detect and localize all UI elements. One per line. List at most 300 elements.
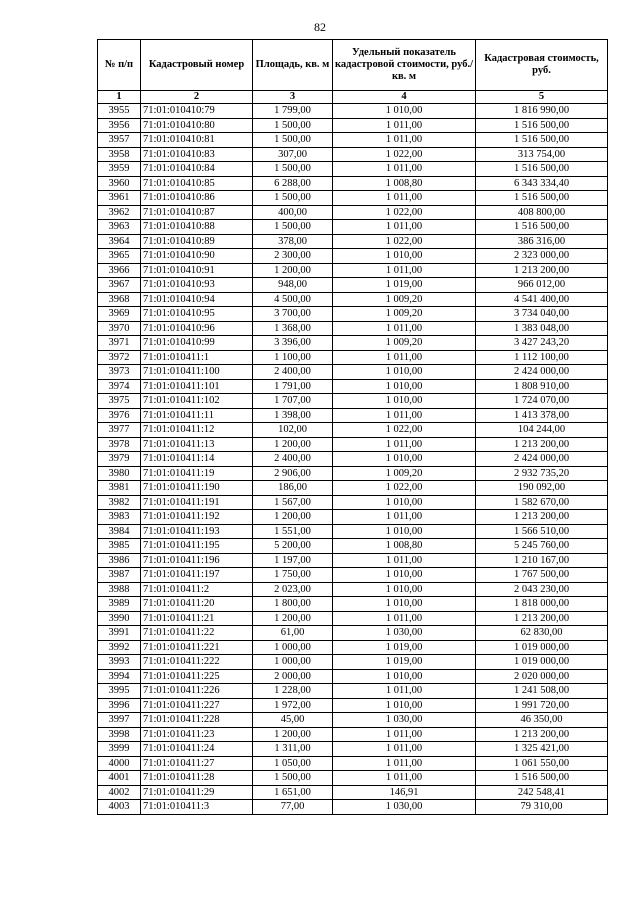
cadastral-value-cell: 2 932 735,20 [476, 466, 608, 481]
specific-value-cell: 1 008,80 [333, 539, 476, 554]
area-cell: 1 200,00 [253, 263, 333, 278]
specific-value-cell: 1 022,00 [333, 205, 476, 220]
cadastral-number-cell: 71:01:010411:192 [141, 510, 253, 525]
table-row [98, 539, 608, 554]
specific-value-cell: 1 022,00 [333, 234, 476, 249]
table-row [98, 481, 608, 496]
area-cell: 948,00 [253, 278, 333, 293]
cadastral-value-cell: 104 244,00 [476, 423, 608, 438]
cadastral-value-cell: 1 019 000,00 [476, 640, 608, 655]
table-row [98, 336, 608, 351]
cadastral-value-cell: 1 767 500,00 [476, 568, 608, 583]
specific-value-cell: 1 010,00 [333, 379, 476, 394]
specific-value-cell: 1 011,00 [333, 408, 476, 423]
area-cell: 1 368,00 [253, 321, 333, 336]
cadastral-value-table [97, 39, 608, 815]
area-cell: 1 551,00 [253, 524, 333, 539]
table-row [98, 771, 608, 786]
row-number-cell: 3998 [98, 727, 141, 742]
area-cell: 1 500,00 [253, 133, 333, 148]
cadastral-number-cell: 71:01:010411:20 [141, 597, 253, 612]
cadastral-value-cell: 1 019 000,00 [476, 655, 608, 670]
specific-value-cell: 1 019,00 [333, 640, 476, 655]
area-cell: 5 200,00 [253, 539, 333, 554]
cadastral-value-cell: 1 818 000,00 [476, 597, 608, 612]
row-number-cell: 3958 [98, 147, 141, 162]
cadastral-value-cell: 1 516 500,00 [476, 118, 608, 133]
specific-value-cell: 1 030,00 [333, 626, 476, 641]
row-number-cell: 3974 [98, 379, 141, 394]
cadastral-value-cell: 1 213 200,00 [476, 611, 608, 626]
cadastral-value-cell: 1 383 048,00 [476, 321, 608, 336]
cadastral-value-cell: 2 020 000,00 [476, 669, 608, 684]
row-number-cell: 3985 [98, 539, 141, 554]
row-number-cell: 3957 [98, 133, 141, 148]
cadastral-value-cell: 1 582 670,00 [476, 495, 608, 510]
area-cell: 1 228,00 [253, 684, 333, 699]
cadastral-value-cell: 408 800,00 [476, 205, 608, 220]
cadastral-number-cell: 71:01:010410:89 [141, 234, 253, 249]
specific-value-cell: 1 010,00 [333, 524, 476, 539]
row-number-cell: 4002 [98, 785, 141, 800]
header-cadastral-number: Кадастровый номер [141, 40, 253, 91]
row-number-cell: 4003 [98, 800, 141, 815]
area-cell: 77,00 [253, 800, 333, 815]
row-number-cell: 4000 [98, 756, 141, 771]
cadastral-number-cell: 71:01:010410:90 [141, 249, 253, 264]
cadastral-value-cell: 1 516 500,00 [476, 133, 608, 148]
table-header-row [98, 40, 608, 91]
area-cell: 1 500,00 [253, 220, 333, 235]
table-row [98, 350, 608, 365]
specific-value-cell: 1 011,00 [333, 727, 476, 742]
cadastral-number-cell: 71:01:010411:27 [141, 756, 253, 771]
cadastral-number-cell: 71:01:010410:79 [141, 104, 253, 119]
row-number-cell: 3983 [98, 510, 141, 525]
cadastral-number-cell: 71:01:010411:191 [141, 495, 253, 510]
cadastral-value-cell: 6 343 334,40 [476, 176, 608, 191]
specific-value-cell: 1 009,20 [333, 307, 476, 322]
area-cell: 186,00 [253, 481, 333, 496]
table-row [98, 713, 608, 728]
specific-value-cell: 1 011,00 [333, 220, 476, 235]
area-cell: 378,00 [253, 234, 333, 249]
cadastral-number-cell: 71:01:010411:11 [141, 408, 253, 423]
specific-value-cell: 1 011,00 [333, 263, 476, 278]
column-number-row [98, 91, 608, 104]
cadastral-number-cell: 71:01:010411:23 [141, 727, 253, 742]
cadastral-number-cell: 71:01:010410:86 [141, 191, 253, 206]
table-row [98, 727, 608, 742]
row-number-cell: 3968 [98, 292, 141, 307]
cadastral-value-cell: 3 427 243,20 [476, 336, 608, 351]
cadastral-number-cell: 71:01:010410:96 [141, 321, 253, 336]
cadastral-value-cell: 313 754,00 [476, 147, 608, 162]
specific-value-cell: 1 009,20 [333, 292, 476, 307]
specific-value-cell: 1 011,00 [333, 133, 476, 148]
cadastral-number-cell: 71:01:010410:93 [141, 278, 253, 293]
cadastral-number-cell: 71:01:010411:226 [141, 684, 253, 699]
table-row [98, 162, 608, 177]
specific-value-cell: 1 011,00 [333, 437, 476, 452]
specific-value-cell: 1 011,00 [333, 771, 476, 786]
table-row [98, 205, 608, 220]
area-cell: 1 707,00 [253, 394, 333, 409]
area-cell: 1 799,00 [253, 104, 333, 119]
area-cell: 1 750,00 [253, 568, 333, 583]
column-number: 5 [476, 91, 608, 104]
table-row [98, 698, 608, 713]
area-cell: 2 400,00 [253, 452, 333, 467]
table-row [98, 756, 608, 771]
table-row [98, 263, 608, 278]
cadastral-value-cell: 4 541 400,00 [476, 292, 608, 307]
area-cell: 1 200,00 [253, 727, 333, 742]
cadastral-value-cell: 2 424 000,00 [476, 452, 608, 467]
table-row [98, 118, 608, 133]
cadastral-number-cell: 71:01:010411:24 [141, 742, 253, 757]
cadastral-number-cell: 71:01:010411:102 [141, 394, 253, 409]
cadastral-value-cell: 1 816 990,00 [476, 104, 608, 119]
area-cell: 61,00 [253, 626, 333, 641]
specific-value-cell: 1 010,00 [333, 597, 476, 612]
column-number: 3 [253, 91, 333, 104]
cadastral-number-cell: 71:01:010411:22 [141, 626, 253, 641]
table-row [98, 307, 608, 322]
page-number: 82 [314, 20, 326, 34]
area-cell: 102,00 [253, 423, 333, 438]
header-area: Площадь, кв. м [253, 40, 333, 91]
row-number-cell: 3960 [98, 176, 141, 191]
specific-value-cell: 1 011,00 [333, 510, 476, 525]
header-row-number: № п/п [98, 40, 141, 91]
table-row [98, 611, 608, 626]
table-row [98, 104, 608, 119]
specific-value-cell: 1 019,00 [333, 655, 476, 670]
area-cell: 1 398,00 [253, 408, 333, 423]
area-cell: 1 791,00 [253, 379, 333, 394]
table-row [98, 800, 608, 815]
table-row [98, 437, 608, 452]
cadastral-table-container [97, 39, 607, 815]
table-row [98, 597, 608, 612]
row-number-cell: 3995 [98, 684, 141, 699]
cadastral-number-cell: 71:01:010410:95 [141, 307, 253, 322]
cadastral-number-cell: 71:01:010411:19 [141, 466, 253, 481]
specific-value-cell: 1 019,00 [333, 278, 476, 293]
cadastral-value-cell: 386 316,00 [476, 234, 608, 249]
header-specific-value: Удельный показатель кадастровой стоимости, руб./кв. м [333, 40, 476, 91]
area-cell: 1 100,00 [253, 350, 333, 365]
cadastral-number-cell: 71:01:010410:94 [141, 292, 253, 307]
specific-value-cell: 1 022,00 [333, 481, 476, 496]
row-number-cell: 3978 [98, 437, 141, 452]
cadastral-value-cell: 1 808 910,00 [476, 379, 608, 394]
specific-value-cell: 1 010,00 [333, 568, 476, 583]
row-number-cell: 3967 [98, 278, 141, 293]
cadastral-number-cell: 71:01:010411:190 [141, 481, 253, 496]
area-cell: 1 050,00 [253, 756, 333, 771]
cadastral-value-cell: 1 213 200,00 [476, 510, 608, 525]
row-number-cell: 3981 [98, 481, 141, 496]
cadastral-value-cell: 190 092,00 [476, 481, 608, 496]
cadastral-number-cell: 71:01:010410:83 [141, 147, 253, 162]
cadastral-value-cell: 62 830,00 [476, 626, 608, 641]
cadastral-number-cell: 71:01:010411:29 [141, 785, 253, 800]
table-row [98, 568, 608, 583]
row-number-cell: 3997 [98, 713, 141, 728]
specific-value-cell: 1 010,00 [333, 104, 476, 119]
row-number-cell: 3965 [98, 249, 141, 264]
row-number-cell: 3966 [98, 263, 141, 278]
cadastral-value-cell: 46 350,00 [476, 713, 608, 728]
area-cell: 3 396,00 [253, 336, 333, 351]
cadastral-value-cell: 1 210 167,00 [476, 553, 608, 568]
area-cell: 1 800,00 [253, 597, 333, 612]
row-number-cell: 3973 [98, 365, 141, 380]
table-row [98, 147, 608, 162]
cadastral-number-cell: 71:01:010411:1 [141, 350, 253, 365]
row-number-cell: 3959 [98, 162, 141, 177]
area-cell: 2 023,00 [253, 582, 333, 597]
table-row [98, 626, 608, 641]
row-number-cell: 3996 [98, 698, 141, 713]
area-cell: 2 400,00 [253, 365, 333, 380]
table-row [98, 640, 608, 655]
row-number-cell: 3977 [98, 423, 141, 438]
cadastral-number-cell: 71:01:010410:91 [141, 263, 253, 278]
cadastral-number-cell: 71:01:010411:12 [141, 423, 253, 438]
cadastral-value-cell: 79 310,00 [476, 800, 608, 815]
specific-value-cell: 1 011,00 [333, 191, 476, 206]
area-cell: 1 311,00 [253, 742, 333, 757]
table-row [98, 234, 608, 249]
row-number-cell: 3980 [98, 466, 141, 481]
column-number: 4 [333, 91, 476, 104]
specific-value-cell: 1 010,00 [333, 365, 476, 380]
specific-value-cell: 1 030,00 [333, 800, 476, 815]
row-number-cell: 3993 [98, 655, 141, 670]
row-number-cell: 3956 [98, 118, 141, 133]
specific-value-cell: 1 009,20 [333, 466, 476, 481]
area-cell: 1 000,00 [253, 640, 333, 655]
cadastral-number-cell: 71:01:010411:101 [141, 379, 253, 394]
cadastral-number-cell: 71:01:010411:13 [141, 437, 253, 452]
specific-value-cell: 1 022,00 [333, 423, 476, 438]
row-number-cell: 3984 [98, 524, 141, 539]
cadastral-value-cell: 1 325 421,00 [476, 742, 608, 757]
header-cadastral-value: Кадастровая стоимость, руб. [476, 40, 608, 91]
cadastral-value-cell: 1 516 500,00 [476, 771, 608, 786]
row-number-cell: 3991 [98, 626, 141, 641]
cadastral-value-cell: 1 566 510,00 [476, 524, 608, 539]
area-cell: 1 567,00 [253, 495, 333, 510]
row-number-cell: 3994 [98, 669, 141, 684]
row-number-cell: 3989 [98, 597, 141, 612]
cadastral-number-cell: 71:01:010410:81 [141, 133, 253, 148]
area-cell: 2 906,00 [253, 466, 333, 481]
cadastral-number-cell: 71:01:010411:222 [141, 655, 253, 670]
cadastral-number-cell: 71:01:010411:193 [141, 524, 253, 539]
cadastral-number-cell: 71:01:010411:100 [141, 365, 253, 380]
area-cell: 4 500,00 [253, 292, 333, 307]
area-cell: 1 500,00 [253, 118, 333, 133]
table-row [98, 524, 608, 539]
specific-value-cell: 1 011,00 [333, 756, 476, 771]
row-number-cell: 3961 [98, 191, 141, 206]
specific-value-cell: 1 010,00 [333, 669, 476, 684]
table-row [98, 133, 608, 148]
specific-value-cell: 1 011,00 [333, 350, 476, 365]
cadastral-value-cell: 1 724 070,00 [476, 394, 608, 409]
specific-value-cell: 1 011,00 [333, 118, 476, 133]
area-cell: 6 288,00 [253, 176, 333, 191]
row-number-cell: 3999 [98, 742, 141, 757]
specific-value-cell: 1 011,00 [333, 321, 476, 336]
specific-value-cell: 1 011,00 [333, 162, 476, 177]
table-row [98, 423, 608, 438]
cadastral-value-cell: 1 213 200,00 [476, 437, 608, 452]
table-row [98, 278, 608, 293]
specific-value-cell: 1 009,20 [333, 336, 476, 351]
table-row [98, 292, 608, 307]
cadastral-value-cell: 5 245 760,00 [476, 539, 608, 554]
cadastral-number-cell: 71:01:010410:88 [141, 220, 253, 235]
area-cell: 1 000,00 [253, 655, 333, 670]
area-cell: 3 700,00 [253, 307, 333, 322]
cadastral-number-cell: 71:01:010411:28 [141, 771, 253, 786]
specific-value-cell: 1 022,00 [333, 147, 476, 162]
specific-value-cell: 1 010,00 [333, 582, 476, 597]
cadastral-value-cell: 1 061 550,00 [476, 756, 608, 771]
table-row [98, 742, 608, 757]
cadastral-value-cell: 1 991 720,00 [476, 698, 608, 713]
row-number-cell: 3971 [98, 336, 141, 351]
area-cell: 2 300,00 [253, 249, 333, 264]
table-row [98, 394, 608, 409]
cadastral-number-cell: 71:01:010411:2 [141, 582, 253, 597]
specific-value-cell: 1 011,00 [333, 742, 476, 757]
area-cell: 307,00 [253, 147, 333, 162]
area-cell: 1 500,00 [253, 162, 333, 177]
row-number-cell: 3955 [98, 104, 141, 119]
specific-value-cell: 146,91 [333, 785, 476, 800]
row-number-cell: 3982 [98, 495, 141, 510]
cadastral-number-cell: 71:01:010410:80 [141, 118, 253, 133]
row-number-cell: 3972 [98, 350, 141, 365]
cadastral-number-cell: 71:01:010411:221 [141, 640, 253, 655]
area-cell: 400,00 [253, 205, 333, 220]
table-row [98, 510, 608, 525]
table-row [98, 191, 608, 206]
cadastral-value-cell: 1 413 378,00 [476, 408, 608, 423]
cadastral-value-cell: 1 213 200,00 [476, 263, 608, 278]
specific-value-cell: 1 008,80 [333, 176, 476, 191]
cadastral-value-cell: 1 516 500,00 [476, 162, 608, 177]
specific-value-cell: 1 010,00 [333, 698, 476, 713]
cadastral-number-cell: 71:01:010410:99 [141, 336, 253, 351]
table-row [98, 379, 608, 394]
specific-value-cell: 1 010,00 [333, 452, 476, 467]
row-number-cell: 3963 [98, 220, 141, 235]
cadastral-number-cell: 71:01:010411:3 [141, 800, 253, 815]
specific-value-cell: 1 011,00 [333, 553, 476, 568]
table-row [98, 785, 608, 800]
specific-value-cell: 1 010,00 [333, 495, 476, 510]
area-cell: 1 200,00 [253, 437, 333, 452]
area-cell: 1 197,00 [253, 553, 333, 568]
area-cell: 2 000,00 [253, 669, 333, 684]
table-row [98, 553, 608, 568]
table-row [98, 495, 608, 510]
specific-value-cell: 1 030,00 [333, 713, 476, 728]
table-row [98, 466, 608, 481]
cadastral-number-cell: 71:01:010411:195 [141, 539, 253, 554]
table-row [98, 176, 608, 191]
cadastral-number-cell: 71:01:010411:227 [141, 698, 253, 713]
cadastral-value-cell: 1 213 200,00 [476, 727, 608, 742]
cadastral-number-cell: 71:01:010410:87 [141, 205, 253, 220]
area-cell: 1 972,00 [253, 698, 333, 713]
specific-value-cell: 1 011,00 [333, 684, 476, 699]
table-row [98, 669, 608, 684]
cadastral-value-cell: 966 012,00 [476, 278, 608, 293]
cadastral-number-cell: 71:01:010410:85 [141, 176, 253, 191]
cadastral-value-cell: 2 323 000,00 [476, 249, 608, 264]
table-row [98, 408, 608, 423]
table-row [98, 365, 608, 380]
row-number-cell: 3969 [98, 307, 141, 322]
area-cell: 45,00 [253, 713, 333, 728]
table-row [98, 684, 608, 699]
cadastral-value-cell: 2 043 230,00 [476, 582, 608, 597]
row-number-cell: 3962 [98, 205, 141, 220]
cadastral-value-cell: 1 516 500,00 [476, 191, 608, 206]
table-row [98, 582, 608, 597]
cadastral-number-cell: 71:01:010411:14 [141, 452, 253, 467]
cadastral-number-cell: 71:01:010411:197 [141, 568, 253, 583]
table-row [98, 452, 608, 467]
row-number-cell: 4001 [98, 771, 141, 786]
cadastral-value-cell: 1 112 100,00 [476, 350, 608, 365]
row-number-cell: 3986 [98, 553, 141, 568]
row-number-cell: 3975 [98, 394, 141, 409]
row-number-cell: 3990 [98, 611, 141, 626]
row-number-cell: 3988 [98, 582, 141, 597]
cadastral-value-cell: 1 241 508,00 [476, 684, 608, 699]
row-number-cell: 3979 [98, 452, 141, 467]
specific-value-cell: 1 010,00 [333, 394, 476, 409]
area-cell: 1 500,00 [253, 771, 333, 786]
cadastral-number-cell: 71:01:010410:84 [141, 162, 253, 177]
cadastral-value-cell: 1 516 500,00 [476, 220, 608, 235]
cadastral-value-cell: 3 734 040,00 [476, 307, 608, 322]
table-body [98, 104, 608, 815]
area-cell: 1 200,00 [253, 510, 333, 525]
cadastral-number-cell: 71:01:010411:196 [141, 553, 253, 568]
cadastral-number-cell: 71:01:010411:225 [141, 669, 253, 684]
row-number-cell: 3964 [98, 234, 141, 249]
row-number-cell: 3976 [98, 408, 141, 423]
column-number: 1 [98, 91, 141, 104]
cadastral-number-cell: 71:01:010411:228 [141, 713, 253, 728]
cadastral-value-cell: 242 548,41 [476, 785, 608, 800]
column-number: 2 [141, 91, 253, 104]
table-row [98, 220, 608, 235]
table-row [98, 249, 608, 264]
area-cell: 1 200,00 [253, 611, 333, 626]
row-number-cell: 3987 [98, 568, 141, 583]
